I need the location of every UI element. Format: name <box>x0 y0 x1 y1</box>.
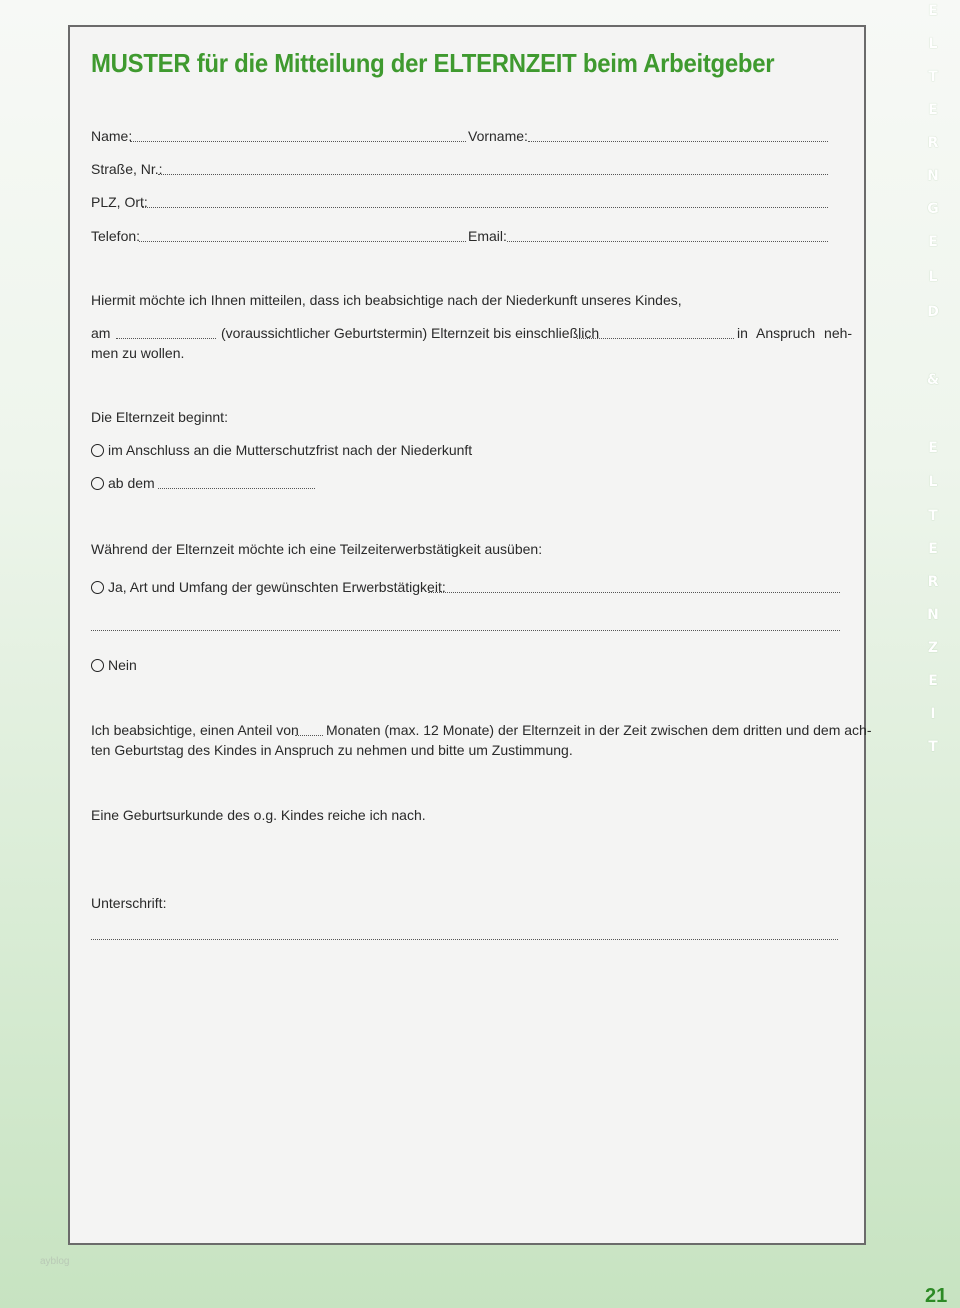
sidebar-letter: N <box>927 168 939 184</box>
vorname-label: Vorname: <box>468 128 528 144</box>
unterschrift-field[interactable] <box>91 939 838 940</box>
intro-mid: (voraussichtlicher Geburtstermin) Elternzeit bis einschließlich <box>221 325 600 341</box>
sidebar-letter: L <box>928 36 938 52</box>
begin-option2-radio[interactable] <box>91 477 104 490</box>
intro-tail: in Anspruch neh- <box>737 325 853 341</box>
elternzeit-bis-field[interactable] <box>577 338 734 339</box>
sidebar-letter: E <box>928 440 938 456</box>
strasse-field[interactable] <box>158 174 828 175</box>
sidebar-letter: L <box>928 474 938 490</box>
sidebar-letter: I <box>930 706 936 722</box>
sidebar-letter: T <box>928 508 938 524</box>
form-card <box>68 25 866 1245</box>
teilzeit-art-field[interactable] <box>428 592 840 593</box>
intro-line1: Hiermit möchte ich Ihnen mitteilen, dass ich beabsichtige nach der Niederkunft unseres Kindes, <box>91 292 682 308</box>
telefon-field[interactable] <box>139 241 466 242</box>
geburtstermin-field[interactable] <box>116 338 216 339</box>
anteil-line1a: Ich beabsichtige, einen Anteil von <box>91 722 299 738</box>
sidebar-letter: & <box>926 372 940 388</box>
intro-line3: men zu wollen. <box>91 345 185 361</box>
teilzeit-art-field-2[interactable] <box>91 630 840 631</box>
sidebar-letter: N <box>927 607 939 623</box>
sidebar-letter: Z <box>927 640 939 656</box>
teilzeit-nein-label: Nein <box>108 657 137 673</box>
sidebar-letter: E <box>928 673 938 689</box>
anteil-line1b: Monaten (max. 12 Monate) der Elternzeit in der Zeit zwischen dem dritten und dem ach- <box>326 722 872 738</box>
unterschrift-label: Unterschrift: <box>91 895 167 911</box>
sidebar-letter: T <box>928 739 938 755</box>
name-field[interactable] <box>130 141 466 142</box>
urkunde-text: Eine Geburtsurkunde des o.g. Kindes reiche ich nach. <box>91 807 426 823</box>
sidebar-letter: L <box>928 269 938 285</box>
sidebar-letter: D <box>927 304 939 320</box>
anteil-line2: ten Geburtstag des Kindes in Anspruch zu nehmen und bitte um Zustimmung. <box>91 742 573 758</box>
begin-option1-radio[interactable] <box>91 444 104 457</box>
begin-option1-label: im Anschluss an die Mutterschutzfrist nach der Niederkunft <box>108 442 473 458</box>
sidebar-letter: E <box>928 102 938 118</box>
strasse-label: Straße, Nr.: <box>91 161 163 177</box>
telefon-label: Telefon: <box>91 228 141 244</box>
email-label: Email: <box>468 228 507 244</box>
vorname-field[interactable] <box>528 141 828 142</box>
plz-label: PLZ, Ort: <box>91 194 148 210</box>
sidebar-letter: R <box>927 574 939 590</box>
sidebar-letter: R <box>927 135 939 151</box>
teilzeit-ja-radio[interactable] <box>91 581 104 594</box>
document-title: MUSTER für die Mitteilung der ELTERNZEIT beim Arbeitgeber <box>91 48 775 78</box>
teilzeit-heading: Während der Elternzeit möchte ich eine Teilzeiterwerbstätigkeit ausüben: <box>91 541 543 557</box>
anteil-monate-field[interactable] <box>295 735 323 736</box>
teilzeit-ja-label: Ja, Art und Umfang der gewünschten Erwerbstätigkeit: <box>108 579 446 595</box>
sidebar-letter: E <box>928 541 938 557</box>
begin-option2-label: ab dem <box>108 475 155 491</box>
intro-am: am <box>91 325 111 341</box>
sidebar-letter: E <box>928 3 938 19</box>
name-label: Name: <box>91 128 133 144</box>
page-number: 21 <box>925 1285 948 1307</box>
sidebar-letter: G <box>927 201 939 217</box>
sidebar-letter: T <box>928 69 938 85</box>
sidebar-letter: E <box>928 234 938 250</box>
begin-date-field[interactable] <box>158 488 315 489</box>
begin-heading: Die Elternzeit beginnt: <box>91 409 228 425</box>
plz-field[interactable] <box>142 207 828 208</box>
watermark: ayblog <box>40 1256 70 1267</box>
email-field[interactable] <box>507 241 828 242</box>
teilzeit-nein-radio[interactable] <box>91 659 104 672</box>
